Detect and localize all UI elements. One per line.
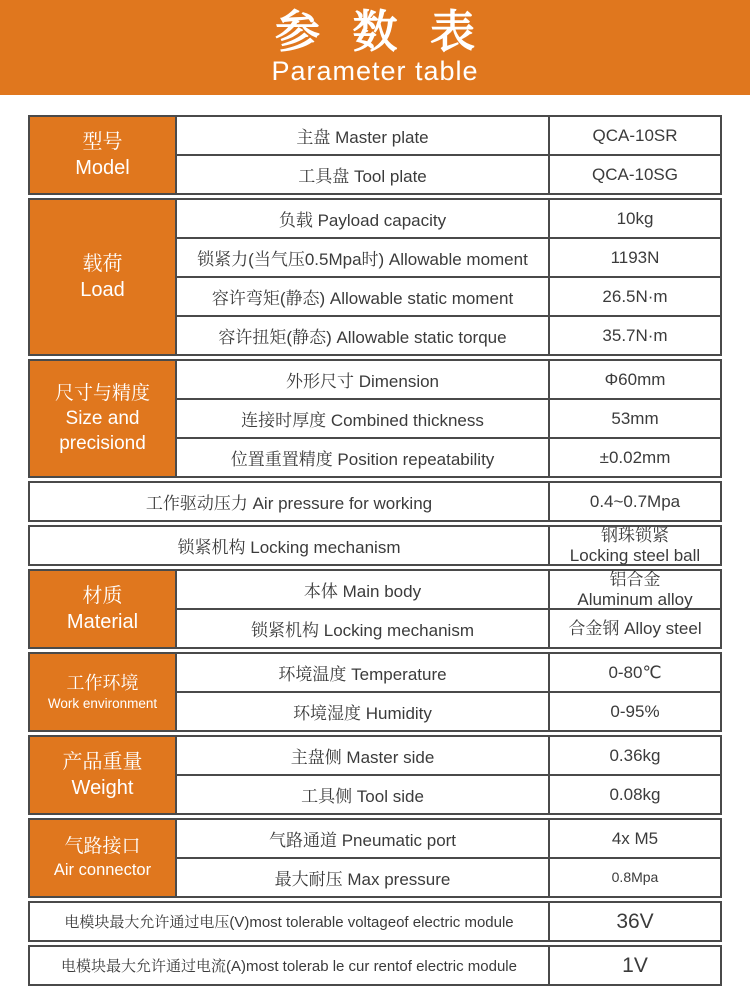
group-material-label [30, 571, 175, 647]
group-label-line: 型号 [82, 131, 123, 153]
value-cell [550, 654, 720, 691]
param-cell: 外形尺寸 Dimension [177, 361, 548, 398]
group-work-environment [28, 652, 722, 732]
value-line: 35.7N·m [602, 325, 668, 345]
group-model [28, 115, 722, 195]
group-model-label [30, 117, 175, 193]
value-line: 合金钢 Alloy steel [568, 618, 702, 638]
title-banner [0, 0, 750, 95]
param-cell: 环境湿度 Humidity [177, 693, 548, 730]
value-cell [550, 317, 720, 354]
value-line: 0.36kg [609, 745, 661, 765]
group-size-precision-label [30, 361, 175, 476]
value-cell [550, 156, 720, 193]
group-label-line: 载荷 [82, 253, 123, 275]
group-label-line: Work environment [47, 695, 158, 711]
param-cell: 工具侧 Tool side [177, 776, 548, 813]
group-label-line: Load [80, 279, 125, 301]
value-line: 0.08kg [609, 784, 661, 804]
param-cell: 工具盘 Tool plate [177, 156, 548, 193]
group-max-current [28, 945, 722, 986]
value-cell [550, 361, 720, 398]
param-cell: 位置重置精度 Position repeatability [177, 439, 548, 476]
value-line: 0.4~0.7Mpa [589, 491, 681, 511]
group-label-line: 产品重量 [62, 751, 143, 773]
value-cell [550, 859, 720, 896]
param-cell: 负载 Payload capacity [177, 200, 548, 237]
group-air-pressure [28, 481, 722, 522]
value-cell [550, 239, 720, 276]
param-cell: 电模块最大允许通过电压(V)most tolerable voltageof electric module [30, 903, 548, 940]
value-cell [550, 400, 720, 437]
param-cell: 环境温度 Temperature [177, 654, 548, 691]
param-cell: 锁紧机构 Locking mechanism [30, 527, 548, 564]
group-work-environment-label [30, 654, 175, 730]
group-label-line: Weight [71, 777, 134, 799]
param-cell: 气路通道 Pneumatic port [177, 820, 548, 857]
value-cell [550, 903, 720, 940]
value-line: QCA-10SR [592, 125, 678, 145]
value-line: 钢珠锁紧 [601, 526, 669, 546]
value-line: 36V [616, 909, 654, 933]
value-line: 1193N [610, 247, 660, 267]
group-material [28, 569, 722, 649]
param-cell: 主盘侧 Master side [177, 737, 548, 774]
value-cell [550, 610, 720, 647]
group-label-line: Model [75, 157, 130, 179]
value-cell [550, 278, 720, 315]
group-load [28, 198, 722, 356]
group-weight-label [30, 737, 175, 813]
value-line: 0-95% [610, 701, 660, 721]
group-label-line: 工作环境 [66, 672, 139, 693]
value-line: Aluminum alloy [577, 589, 693, 609]
param-cell: 容许扭矩(静态) Allowable static torque [177, 317, 548, 354]
value-cell [550, 200, 720, 237]
value-line: QCA-10SG [592, 164, 678, 184]
group-label-line: 气路接口 [64, 835, 141, 857]
value-line: 53mm [611, 408, 659, 428]
param-cell: 连接时厚度 Combined thickness [177, 400, 548, 437]
param-cell: 本体 Main body [177, 571, 548, 608]
group-locking-mechanism [28, 525, 722, 566]
group-max-voltage [28, 901, 722, 942]
group-label-line: Size and [65, 407, 140, 429]
value-cell [550, 439, 720, 476]
param-cell: 最大耐压 Max pressure [177, 859, 548, 896]
value-line: 10kg [616, 208, 654, 228]
value-cell [550, 693, 720, 730]
value-cell [550, 571, 720, 608]
value-cell [550, 117, 720, 154]
value-line: Φ60mm [604, 369, 666, 389]
page-subtitle: Parameter table [271, 56, 479, 87]
value-cell [550, 737, 720, 774]
param-cell: 容许弯矩(静态) Allowable static moment [177, 278, 548, 315]
value-cell [550, 947, 720, 984]
group-weight [28, 735, 722, 815]
value-line: 26.5N·m [602, 286, 668, 306]
value-cell [550, 820, 720, 857]
parameter-table [28, 115, 722, 986]
group-label-line: 尺寸与精度 [54, 382, 150, 404]
param-cell: 电模块最大允许通过电流(A)most tolerab le cur rentof electric module [30, 947, 548, 984]
value-line: 铝合金 [609, 570, 661, 590]
param-cell: 主盘 Master plate [177, 117, 548, 154]
group-load-label [30, 200, 175, 354]
group-label-line: 材质 [82, 585, 123, 607]
value-line: ±0.02mm [599, 447, 671, 467]
group-label-line: Air connector [53, 860, 152, 879]
group-label-line: precisiond [59, 433, 146, 455]
param-cell: 锁紧力(当气压0.5Mpa时) Allowable moment [177, 239, 548, 276]
group-size-precision [28, 359, 722, 478]
value-line: 0-80℃ [608, 662, 662, 682]
group-air-connector-label [30, 820, 175, 896]
value-line: 0.8Mpa [611, 868, 659, 885]
value-cell [550, 776, 720, 813]
param-cell: 工作驱动压力 Air pressure for working [30, 483, 548, 520]
value-line: 4x M5 [611, 828, 659, 848]
value-cell [550, 527, 720, 564]
value-cell [550, 483, 720, 520]
group-label-line: Material [66, 611, 139, 633]
page-title: 参 数 表 [274, 5, 485, 57]
param-cell: 锁紧机构 Locking mechanism [177, 610, 548, 647]
value-line: 1V [622, 953, 648, 977]
group-air-connector [28, 818, 722, 898]
value-line: Locking steel ball [569, 545, 701, 565]
